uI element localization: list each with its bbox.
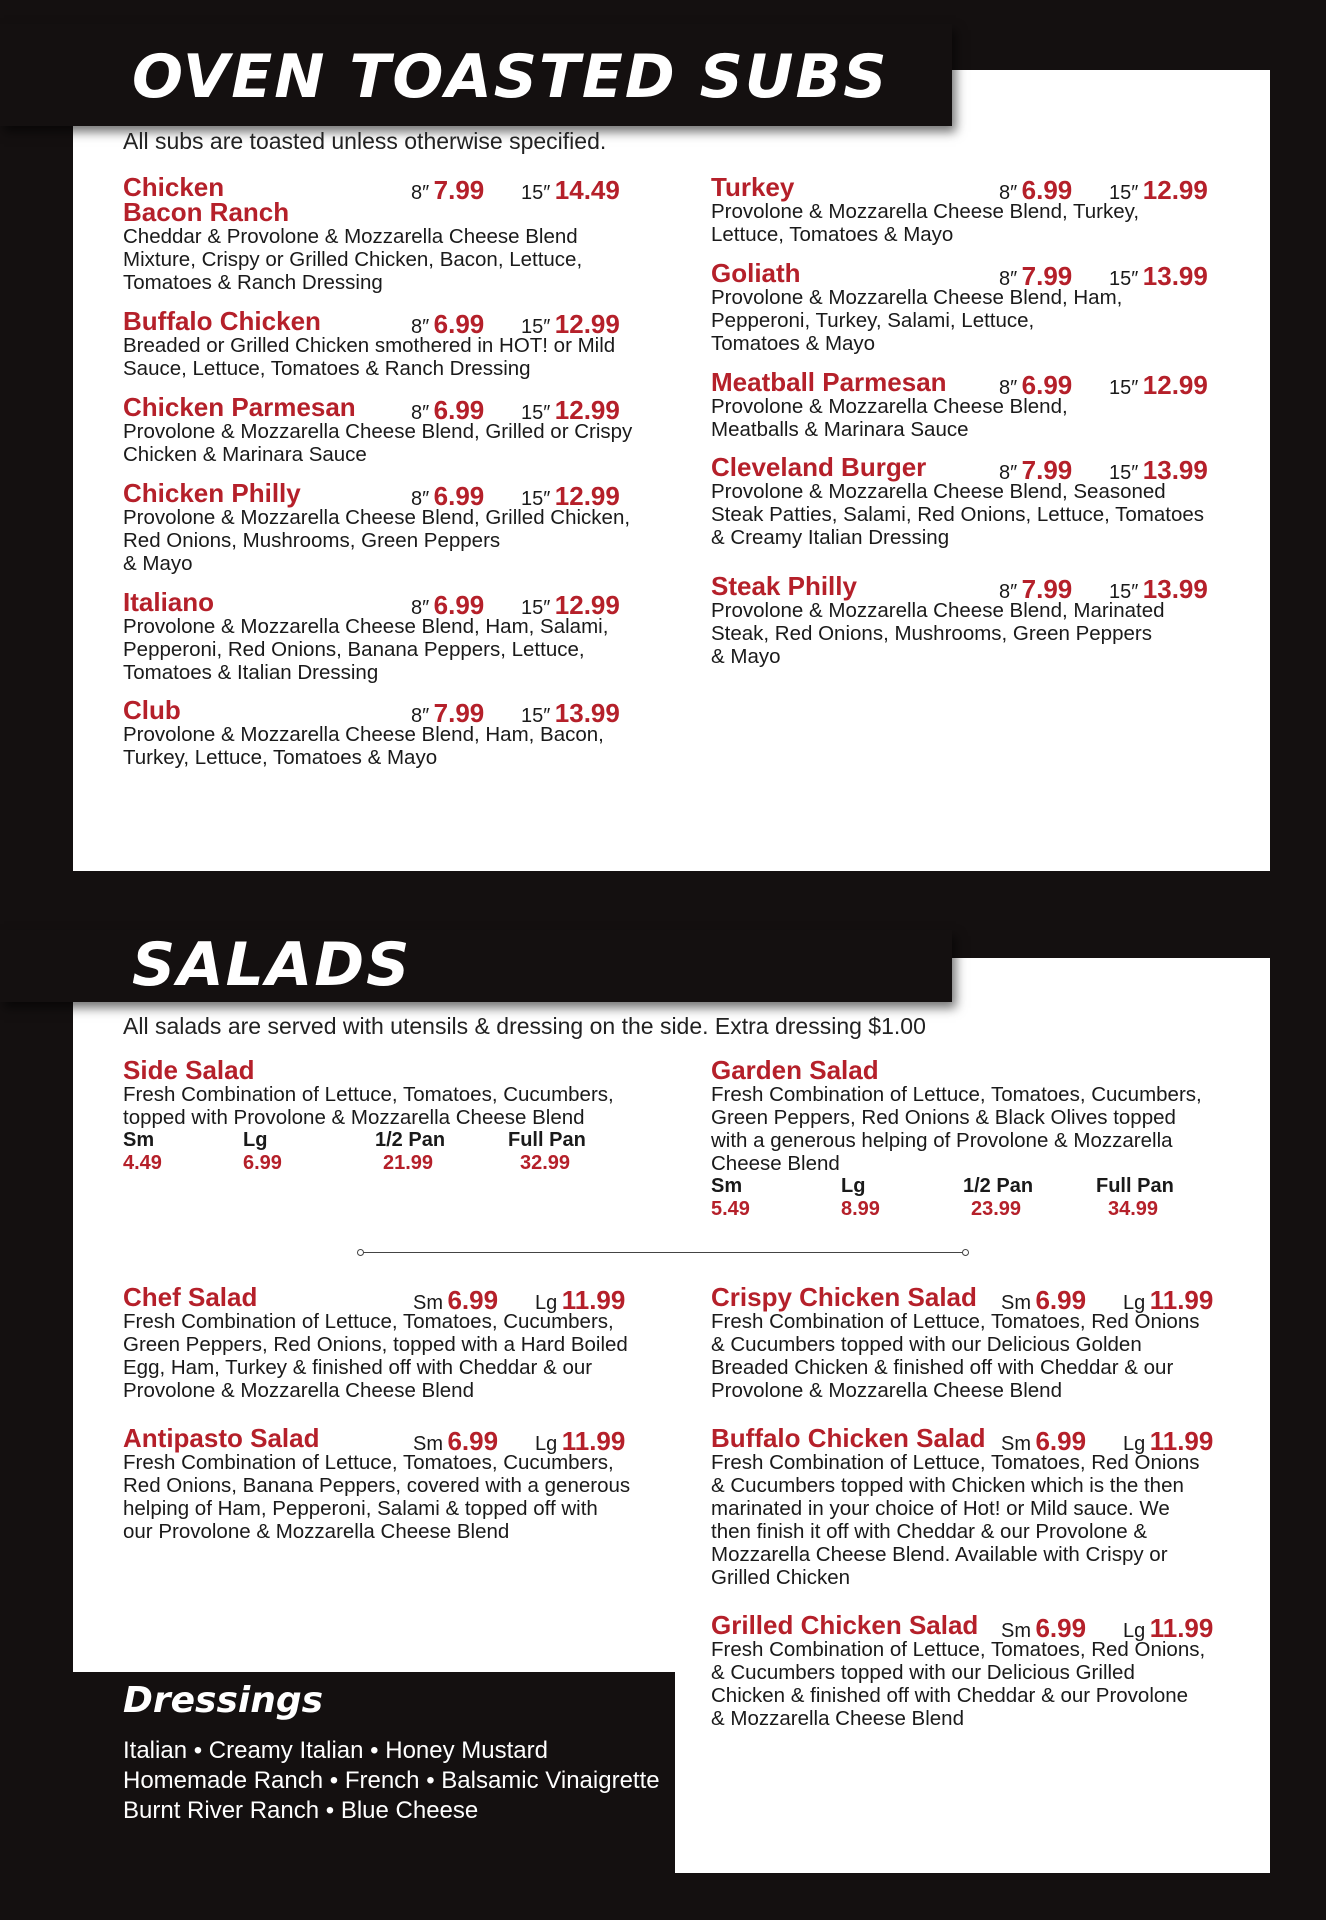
menu-item-club xyxy=(123,695,643,769)
price-15in: 15″ 12.99 xyxy=(521,395,620,425)
price-8in: 8″ 7.99 xyxy=(999,261,1073,291)
item-description: Fresh Combination of Lettuce, Tomatoes, Cucumbers, Green Peppers, Red Onions & Black Olives topped with a generous helping of Provolone & Mozzarella Cheese Blend xyxy=(711,1083,1202,1175)
item-description: Provolone & Mozzarella Cheese Blend, Grilled or Crispy Chicken & Marinara Sauce xyxy=(123,420,633,466)
dressings-line: Homemade Ranch • French • Balsamic Vinaigrette xyxy=(123,1767,660,1794)
item-name: Chicken Philly xyxy=(123,478,301,508)
size-price: Lg 6.99 xyxy=(243,1129,282,1174)
item-name: Antipasto Salad xyxy=(123,1423,320,1453)
menu-item-garden-salad xyxy=(711,1055,1231,1221)
item-description: Fresh Combination of Lettuce, Tomatoes, Red Onions & Cucumbers topped with our Delicious Golden Breaded Chicken & finished off with Cheddar & our Provolone & Mozzarella Cheese Blend xyxy=(711,1310,1200,1402)
menu-item-antipasto-salad xyxy=(123,1423,643,1543)
price-15in: 15″ 12.99 xyxy=(521,590,620,620)
price-8in: 8″ 7.99 xyxy=(411,175,485,205)
price-15in: 15″ 13.99 xyxy=(521,698,620,728)
menu-item-grilled-chicken-salad xyxy=(711,1610,1231,1730)
item-description: Provolone & Mozzarella Cheese Blend, Ham, Bacon, Turkey, Lettuce, Tomatoes & Mayo xyxy=(123,723,604,769)
dressings-line: Burnt River Ranch • Blue Cheese xyxy=(123,1797,479,1824)
item-description: Provolone & Mozzarella Cheese Blend, Marinated Steak, Red Onions, Mushrooms, Green Peppers & Mayo xyxy=(711,599,1165,668)
menu-item-turkey xyxy=(711,172,1231,246)
item-name: Goliath xyxy=(711,258,801,288)
item-name: Turkey xyxy=(711,172,795,202)
price-large: Lg 11.99 xyxy=(1123,1426,1214,1456)
menu-item-steak-philly xyxy=(711,571,1231,668)
menu-item-crispy-chicken-salad xyxy=(711,1282,1231,1402)
item-name: Meatball Parmesan xyxy=(711,367,947,397)
menu-item-chef-salad xyxy=(123,1282,643,1402)
size-price: Full Pan 34.99 xyxy=(1096,1175,1174,1220)
item-description: Fresh Combination of Lettuce, Tomatoes, Cucumbers, Red Onions, Banana Peppers, covered with a generous helping of Ham, Pepperoni, Salami & topped off with our Provolone & Mozzarella Cheese Blend xyxy=(123,1451,631,1543)
item-name: Chef Salad xyxy=(123,1282,258,1312)
menu-item-side-salad xyxy=(123,1055,643,1175)
price-small: Sm 6.99 xyxy=(413,1426,499,1456)
item-name: Grilled Chicken Salad xyxy=(711,1610,979,1640)
salads-header-banner xyxy=(0,930,952,1002)
item-description: Fresh Combination of Lettuce, Tomatoes, Red Onions, & Cucumbers topped with our Delicious Grilled Chicken & finished off with Cheddar & our Provolone & Mozzarella Cheese Blend xyxy=(711,1638,1206,1730)
section-divider xyxy=(360,1252,965,1253)
item-description: Fresh Combination of Lettuce, Tomatoes, Cucumbers, topped with Provolone & Mozzarella Cheese Blend xyxy=(123,1083,614,1129)
price-8in: 8″ 7.99 xyxy=(999,574,1073,604)
price-small: Sm 6.99 xyxy=(1001,1285,1087,1315)
item-name: Chicken Parmesan xyxy=(123,392,356,422)
item-description: Fresh Combination of Lettuce, Tomatoes, Cucumbers, Green Peppers, Red Onions, topped with a Hard Boiled Egg, Ham, Turkey & finished off with Cheddar & our Provolone & Mozzarella Cheese Blend xyxy=(123,1310,628,1402)
price-15in: 15″ 12.99 xyxy=(521,481,620,511)
item-name: Club xyxy=(123,695,181,725)
item-name-line2: Bacon Ranch xyxy=(123,197,290,227)
item-description: Provolone & Mozzarella Cheese Blend, Ham, Pepperoni, Turkey, Salami, Lettuce, Tomatoes & Mayo xyxy=(711,286,1123,355)
price-small: Sm 6.99 xyxy=(413,1285,499,1315)
size-price: Lg 8.99 xyxy=(841,1175,880,1220)
price-15in: 15″ 12.99 xyxy=(521,309,620,339)
divider-dot xyxy=(962,1249,969,1256)
price-large: Lg 11.99 xyxy=(1123,1285,1214,1315)
item-description: Provolone & Mozzarella Cheese Blend, Grilled Chicken, Red Onions, Mushrooms, Green Peppers & Mayo xyxy=(123,506,631,575)
menu-item-buffalo-chicken-salad xyxy=(711,1423,1231,1589)
dressings-title: Dressings xyxy=(123,1680,324,1721)
price-large: Lg 11.99 xyxy=(535,1285,626,1315)
subs-title: OVEN TOASTED SUBS xyxy=(132,42,889,112)
item-description: Provolone & Mozzarella Cheese Blend, Turkey, Lettuce, Tomatoes & Mayo xyxy=(711,200,1140,246)
item-description: Cheddar & Provolone & Mozzarella Cheese Blend Mixture, Crispy or Grilled Chicken, Bacon, Lettuce, Tomatoes & Ranch Dressing xyxy=(123,225,583,294)
item-name: Buffalo Chicken Salad xyxy=(711,1423,986,1453)
menu-item-meatball-parmesan xyxy=(711,367,1231,441)
item-name: Buffalo Chicken xyxy=(123,306,321,336)
price-8in: 8″ 6.99 xyxy=(411,481,485,511)
item-name: Steak Philly xyxy=(711,571,857,601)
item-description: Provolone & Mozzarella Cheese Blend, Seasoned Steak Patties, Salami, Red Onions, Lettuce, Tomatoes & Creamy Italian Dressing xyxy=(711,480,1205,549)
item-name: Cleveland Burger xyxy=(711,452,927,482)
menu-item-chicken-parmesan xyxy=(123,392,643,466)
size-price: 1/2 Pan 23.99 xyxy=(963,1175,1034,1220)
price-small: Sm 6.99 xyxy=(1001,1426,1087,1456)
size-price-grid xyxy=(711,1175,1231,1221)
menu-item-goliath xyxy=(711,258,1231,355)
price-15in: 15″ 13.99 xyxy=(1109,574,1208,604)
size-price: Full Pan 32.99 xyxy=(508,1129,586,1174)
menu-item-chicken xyxy=(123,172,643,294)
size-price: 1/2 Pan 21.99 xyxy=(375,1129,446,1174)
divider-dot xyxy=(357,1249,364,1256)
item-name: Garden Salad xyxy=(711,1055,879,1085)
item-name: Side Salad xyxy=(123,1055,255,1085)
item-name: Crispy Chicken Salad xyxy=(711,1282,977,1312)
price-15in: 15″ 14.49 xyxy=(521,175,620,205)
price-8in: 8″ 6.99 xyxy=(411,309,485,339)
price-15in: 15″ 12.99 xyxy=(1109,175,1208,205)
price-15in: 15″ 13.99 xyxy=(1109,261,1208,291)
dressings-line: Italian • Creamy Italian • Honey Mustard xyxy=(123,1737,548,1764)
menu-item-italiano xyxy=(123,587,643,684)
price-8in: 8″ 6.99 xyxy=(999,370,1073,400)
menu-item-cleveland-burger xyxy=(711,452,1231,549)
item-description: Provolone & Mozzarella Cheese Blend, Meatballs & Marinara Sauce xyxy=(711,395,1068,441)
salads-title: SALADS xyxy=(132,930,412,1000)
subs-note: All subs are toasted unless otherwise specified. xyxy=(123,128,607,154)
salads-note: All salads are served with utensils & dressing on the side. Extra dressing $1.00 xyxy=(123,1013,926,1039)
size-price: Sm 4.49 xyxy=(123,1129,162,1174)
price-8in: 8″ 7.99 xyxy=(999,455,1073,485)
size-price: Sm 5.49 xyxy=(711,1175,750,1220)
price-small: Sm 6.99 xyxy=(1001,1613,1087,1643)
price-15in: 15″ 12.99 xyxy=(1109,370,1208,400)
size-price-grid xyxy=(123,1129,643,1175)
item-name: Chicken xyxy=(123,172,225,202)
item-description: Provolone & Mozzarella Cheese Blend, Ham, Salami, Pepperoni, Red Onions, Banana Peppers, Lettuce, Tomatoes & Italian Dressing xyxy=(123,615,609,684)
price-large: Lg 11.99 xyxy=(535,1426,626,1456)
price-large: Lg 11.99 xyxy=(1123,1613,1214,1643)
item-description: Fresh Combination of Lettuce, Tomatoes, Red Onions & Cucumbers topped with Chicken which is the then marinated in your choice of Hot! or Mild sauce. We then finish it off with Cheddar & our Provolone & Mozzarella Cheese Blend. Available with Crispy or Grilled Chicken xyxy=(711,1451,1200,1589)
item-name: Italiano xyxy=(123,587,215,617)
price-8in: 8″ 7.99 xyxy=(411,698,485,728)
item-description: Breaded or Grilled Chicken smothered in HOT! or Mild Sauce, Lettuce, Tomatoes & Ranch Dressing xyxy=(123,334,616,380)
menu-item-chicken-philly xyxy=(123,478,643,575)
subs-header-banner xyxy=(0,24,952,126)
price-8in: 8″ 6.99 xyxy=(411,590,485,620)
price-8in: 8″ 6.99 xyxy=(411,395,485,425)
menu-item-buffalo-chicken xyxy=(123,306,643,380)
price-8in: 8″ 6.99 xyxy=(999,175,1073,205)
price-15in: 15″ 13.99 xyxy=(1109,455,1208,485)
